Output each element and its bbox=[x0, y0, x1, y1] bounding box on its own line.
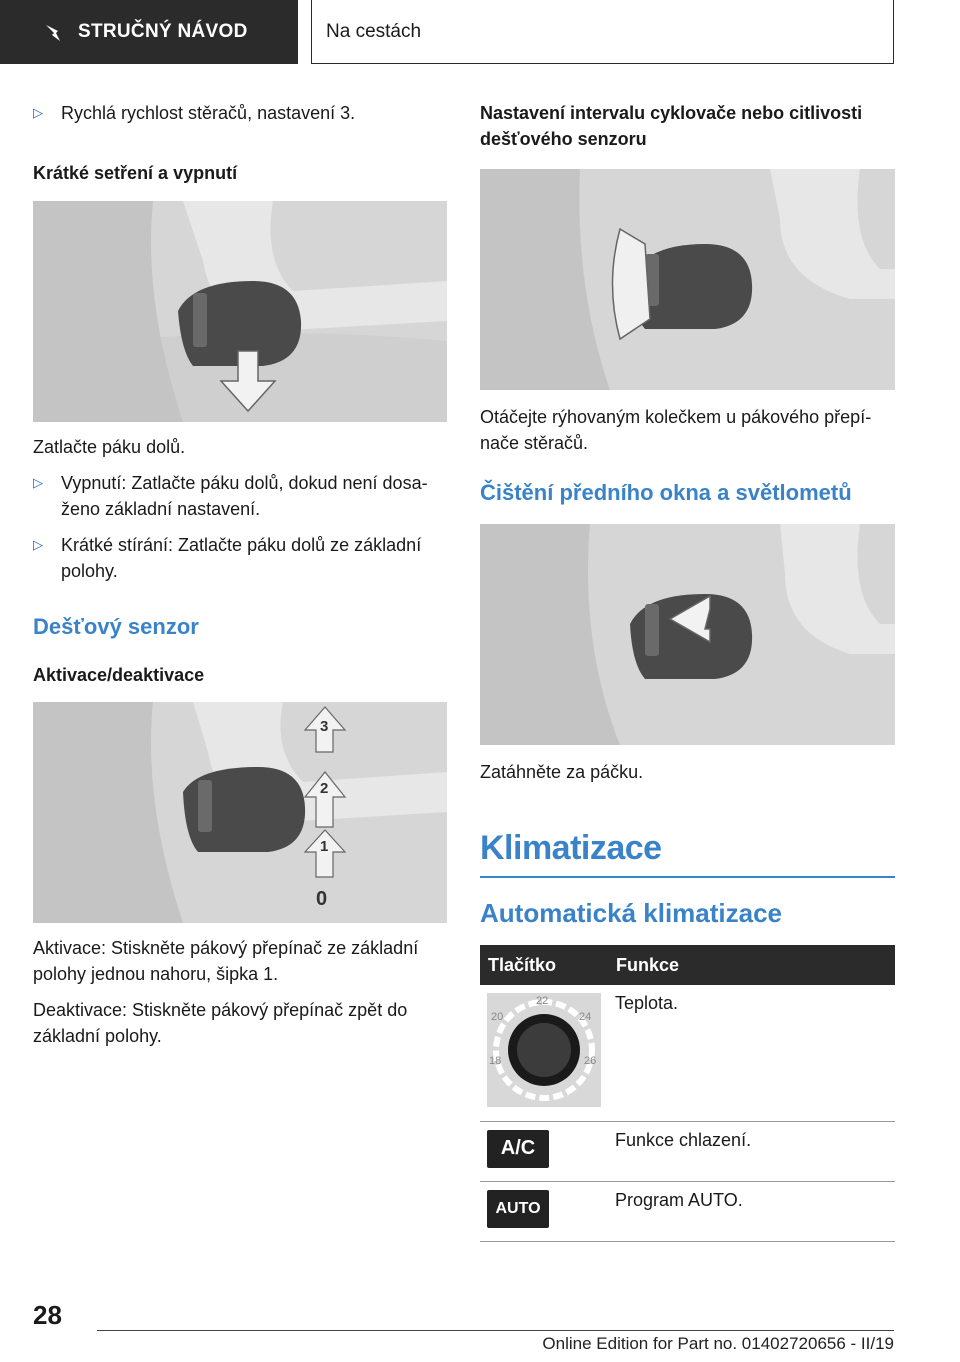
chapter-tab bbox=[0, 0, 298, 64]
caption-push: Zatlačte páku dolů. bbox=[33, 437, 186, 457]
table-row bbox=[480, 985, 895, 1121]
function-cell: Teplota. bbox=[608, 985, 895, 1121]
button-function-table bbox=[480, 945, 895, 1242]
paragraph-interval: Otáčejte rýhovaným kolečkem u pákového přepí-nače stěračů. bbox=[480, 407, 872, 453]
footer-rule bbox=[97, 1330, 894, 1331]
figure-push-lever bbox=[33, 201, 447, 422]
figure-label: 0 bbox=[316, 888, 328, 910]
triangle-bullet-icon: ▷ bbox=[33, 105, 43, 120]
function-cell: Program AUTO. bbox=[608, 1181, 895, 1241]
figure-knurled-wheel bbox=[480, 169, 895, 390]
figure-label: 2 bbox=[320, 780, 329, 797]
heading-cleaning: Čištění předního okna a světlometů bbox=[480, 480, 852, 505]
page-number: 28 bbox=[33, 1300, 62, 1330]
heading-climate: Klimatizace bbox=[480, 829, 662, 867]
paragraph-activation: Aktivace: Stiskněte pákový přepínač ze základní polohy jednou nahoru, šipka 1. bbox=[33, 938, 419, 984]
list-item: ▷ Rychlá rychlost stěračů, nastavení 3. bbox=[33, 100, 447, 126]
figure-label: 3 bbox=[320, 718, 329, 735]
list-item: ▷ Vypnutí: Zatlačte páku dolů, dokud není dosa-ženo základní nastavení. bbox=[33, 470, 447, 522]
footer-edition: Online Edition for Part no. 01402720656 - II/19 bbox=[542, 1334, 894, 1353]
dial-label: 22 bbox=[536, 995, 549, 1007]
column-header-function: Funkce bbox=[608, 945, 895, 985]
section-title: Na cestách bbox=[311, 0, 894, 64]
auto-button-icon: AUTO bbox=[487, 1190, 549, 1228]
table-row bbox=[480, 1181, 895, 1241]
paragraph-deactivation: Deaktivace: Stiskněte pákový přepínač zpět do základní polohy. bbox=[33, 1000, 408, 1046]
function-cell: Funkce chlazení. bbox=[608, 1121, 895, 1181]
figure-pull-lever bbox=[480, 524, 895, 745]
ac-button-icon: A/C bbox=[487, 1130, 549, 1168]
temperature-knob-icon bbox=[487, 993, 601, 1107]
quick-guide-icon bbox=[44, 21, 64, 43]
heading-rain-sensor: Dešťový senzor bbox=[33, 614, 199, 639]
right-column bbox=[480, 100, 895, 1242]
column-header-button: Tlačítko bbox=[480, 945, 608, 985]
triangle-bullet-icon: ▷ bbox=[33, 537, 43, 552]
heading-auto-climate: Automatická klimatizace bbox=[480, 898, 783, 928]
heading-activation: Aktivace/deaktivace bbox=[33, 665, 205, 685]
caption-pull: Zatáhněte za páčku. bbox=[480, 762, 644, 782]
triangle-bullet-icon: ▷ bbox=[33, 475, 43, 490]
heading-short-wipe: Krátké setření a vypnutí bbox=[33, 163, 238, 183]
heading-interval: Nastavení intervalu cyklovače nebo citlivosti dešťového senzoru bbox=[480, 103, 863, 149]
figure-rain-sensor-lever bbox=[33, 702, 447, 923]
dial-label: 24 bbox=[579, 1011, 592, 1023]
dial-label: 20 bbox=[491, 1011, 504, 1023]
dial-label: 18 bbox=[489, 1055, 502, 1067]
dial-label: 26 bbox=[584, 1055, 597, 1067]
left-column bbox=[33, 100, 447, 1059]
table-row bbox=[480, 1121, 895, 1181]
list-item: ▷ Krátké stírání: Zatlačte páku dolů ze základní polohy. bbox=[33, 532, 447, 584]
figure-label: 1 bbox=[320, 838, 329, 855]
chapter-title: STRUČNÝ NÁVOD bbox=[78, 21, 248, 42]
